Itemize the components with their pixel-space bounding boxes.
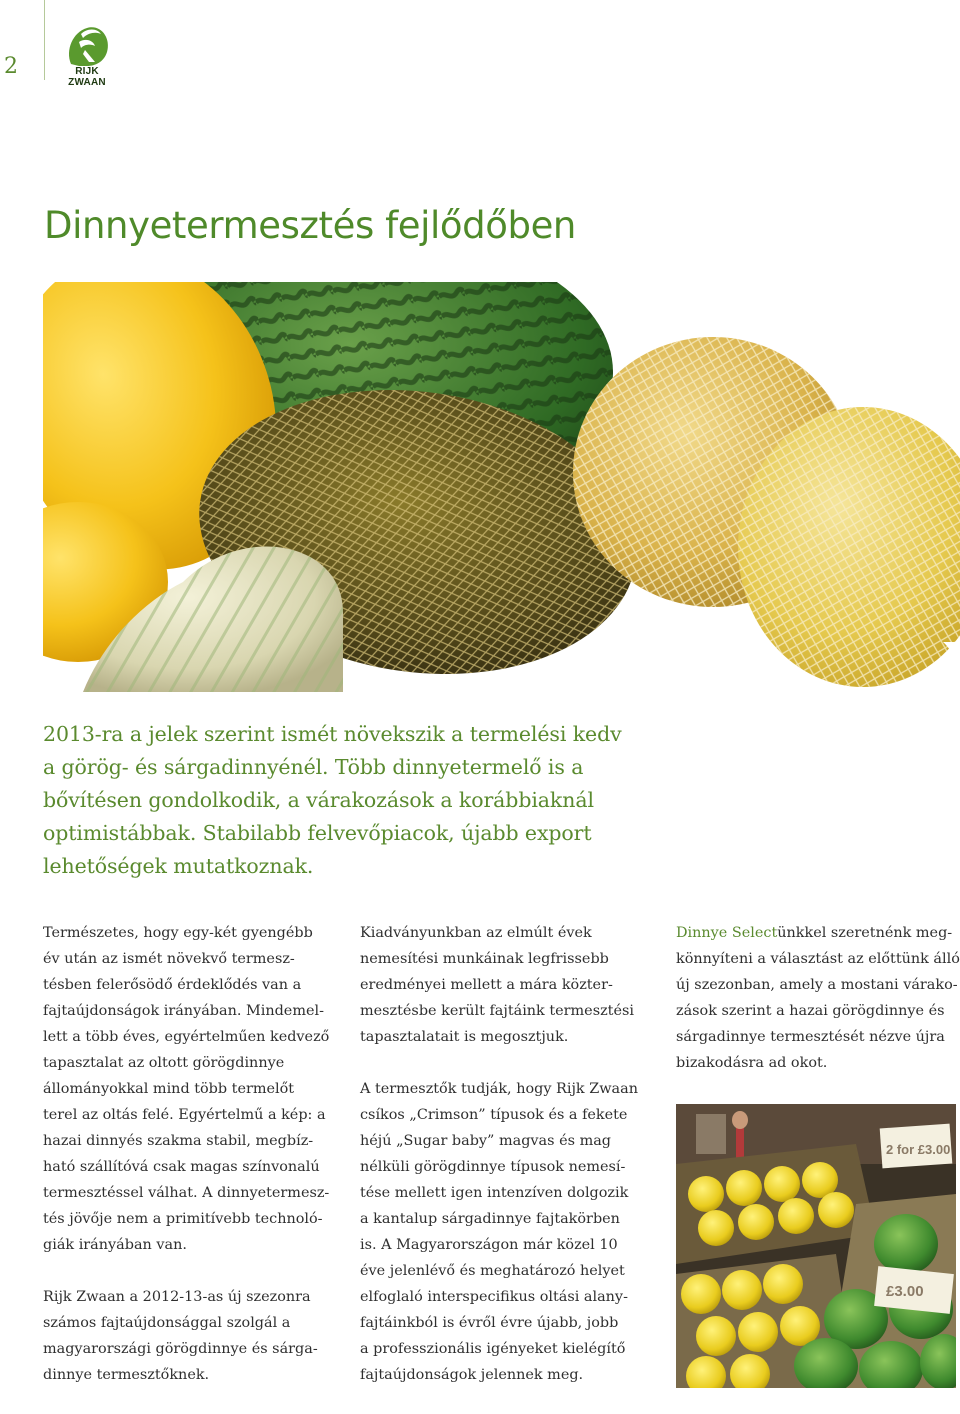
text-line: tése mellett igen intenzíven dolgozik — [360, 1185, 629, 1201]
text-line: ható szállítóvá csak magas színvonalú — [43, 1159, 320, 1175]
text-line: is. A Magyarországon már közel 10 — [360, 1237, 618, 1253]
text-line: Természetes, hogy egy-két gyengébb — [43, 925, 313, 941]
text-line: dinnye termesztőknek. — [43, 1367, 210, 1383]
paragraph — [360, 1076, 652, 1388]
paragraph — [360, 920, 652, 1050]
text-line: héjú „Sugar baby” magvas és mag — [360, 1133, 611, 1149]
price-sign-1-text: 2 for £3.00 — [886, 1142, 951, 1157]
text-line: számos fajtaújdonsággal szolgál a — [43, 1315, 291, 1331]
intro-paragraph — [43, 718, 643, 883]
text-line: giák irányában van. — [43, 1237, 187, 1253]
intro-line: a görög- és sárgadinnyénél. Több dinnyetermelő is a — [43, 755, 584, 779]
header-divider — [44, 0, 45, 80]
price-sign-2 — [874, 1266, 954, 1314]
text-line: zások szerint a hazai görögdinnye és — [676, 1003, 945, 1019]
supermarket-melons-photo — [676, 1104, 956, 1388]
text-line: eredményei mellett a mára közter- — [360, 977, 613, 993]
text-line: mesztésbe került fajtáink termesztési — [360, 1003, 634, 1019]
text-line: A termesztők tudják, hogy Rijk Zwaan — [360, 1081, 638, 1097]
text-line: tésben felerősödő érdeklődés van a — [43, 977, 302, 993]
text-line: év után az ismét növekvő termesz- — [43, 951, 295, 967]
paragraph — [43, 1284, 335, 1388]
text-line: a kantalup sárgadinnye fajtakörben — [360, 1211, 620, 1227]
paragraph — [676, 920, 960, 1076]
text-line: nélküli görögdinnye típusok nemesí- — [360, 1159, 626, 1175]
text-line: tapasztalat az oltott görögdinnye — [43, 1055, 285, 1071]
text-line: bizakodásra ad okot. — [676, 1055, 828, 1071]
text-line: tapasztalatait is megosztjuk. — [360, 1029, 569, 1045]
text-line: sárgadinnye termesztését nézve újra — [676, 1029, 945, 1045]
text-line: Kiadványunkban az elmúlt évek — [360, 925, 592, 941]
intro-line: lehetőségek mutatkoznak. — [43, 854, 314, 878]
text-line: Rijk Zwaan a 2012-13-as új szezonra — [43, 1289, 311, 1305]
page-title: Dinnyetermesztés fejlődőben — [44, 204, 576, 247]
price-sign-2-text: £3.00 — [886, 1283, 924, 1300]
price-sign-1 — [880, 1124, 953, 1169]
text-line: fajtaújdonságok jelennek meg. — [360, 1367, 584, 1383]
text-line: állományokkal mind több termelőt — [43, 1081, 295, 1097]
text-column-3 — [676, 920, 960, 1102]
text-line: nemesítési munkáinak legfrissebb — [360, 951, 609, 967]
logo-wordmark: RIJK ZWAAN — [68, 66, 106, 88]
dinnye-select-highlight: Dinnye Select — [676, 925, 778, 941]
intro-line: 2013-ra a jelek szerint ismét növekszik a termelési kedv — [43, 722, 622, 746]
text-line: fajtáinkból is évről évre újabb, jobb — [360, 1315, 619, 1331]
text-line: csíkos „Crimson” típusok és a fekete — [360, 1107, 628, 1123]
text-line: lett a több éves, egyértelműen kedvező — [43, 1029, 330, 1045]
intro-line: bővítésen gondolkodik, a várakozások a korábbiaknál — [43, 788, 594, 812]
melons-hero-image — [43, 282, 960, 692]
paragraph — [43, 920, 335, 1258]
text-line: fajtaújdonságok irányában. Mindemel- — [43, 1003, 324, 1019]
text-line: elfoglaló interspecifikus oltási alany- — [360, 1289, 628, 1305]
text-line: magyarországi görögdinnye és sárga- — [43, 1341, 318, 1357]
text-line: éve jelenlévő és meghatározó helyet — [360, 1263, 625, 1279]
page-number: 2 — [4, 54, 18, 79]
text-column-1 — [43, 920, 335, 1414]
text-line: termesztéssel válhat. A dinnyetermesz- — [43, 1185, 330, 1201]
text-line: tés jövője nem a primitívebb technoló- — [43, 1211, 323, 1227]
text-line: a professzionális igényeket kielégítő — [360, 1341, 626, 1357]
text-line: új szezonban, amely a mostani várako- — [676, 977, 958, 993]
text-line: ünkkel szeretnénk meg- — [777, 925, 953, 941]
text-line: könnyíteni a választást az előttünk álló — [676, 951, 960, 967]
text-line: terel az oltás felé. Egyértelmű a kép: a — [43, 1107, 326, 1123]
intro-line: optimistábbak. Stabilabb felvevőpiacok, újabb export — [43, 821, 592, 845]
text-column-2 — [360, 920, 652, 1414]
text-line: hazai dinnyés szakma stabil, megbíz- — [43, 1133, 314, 1149]
